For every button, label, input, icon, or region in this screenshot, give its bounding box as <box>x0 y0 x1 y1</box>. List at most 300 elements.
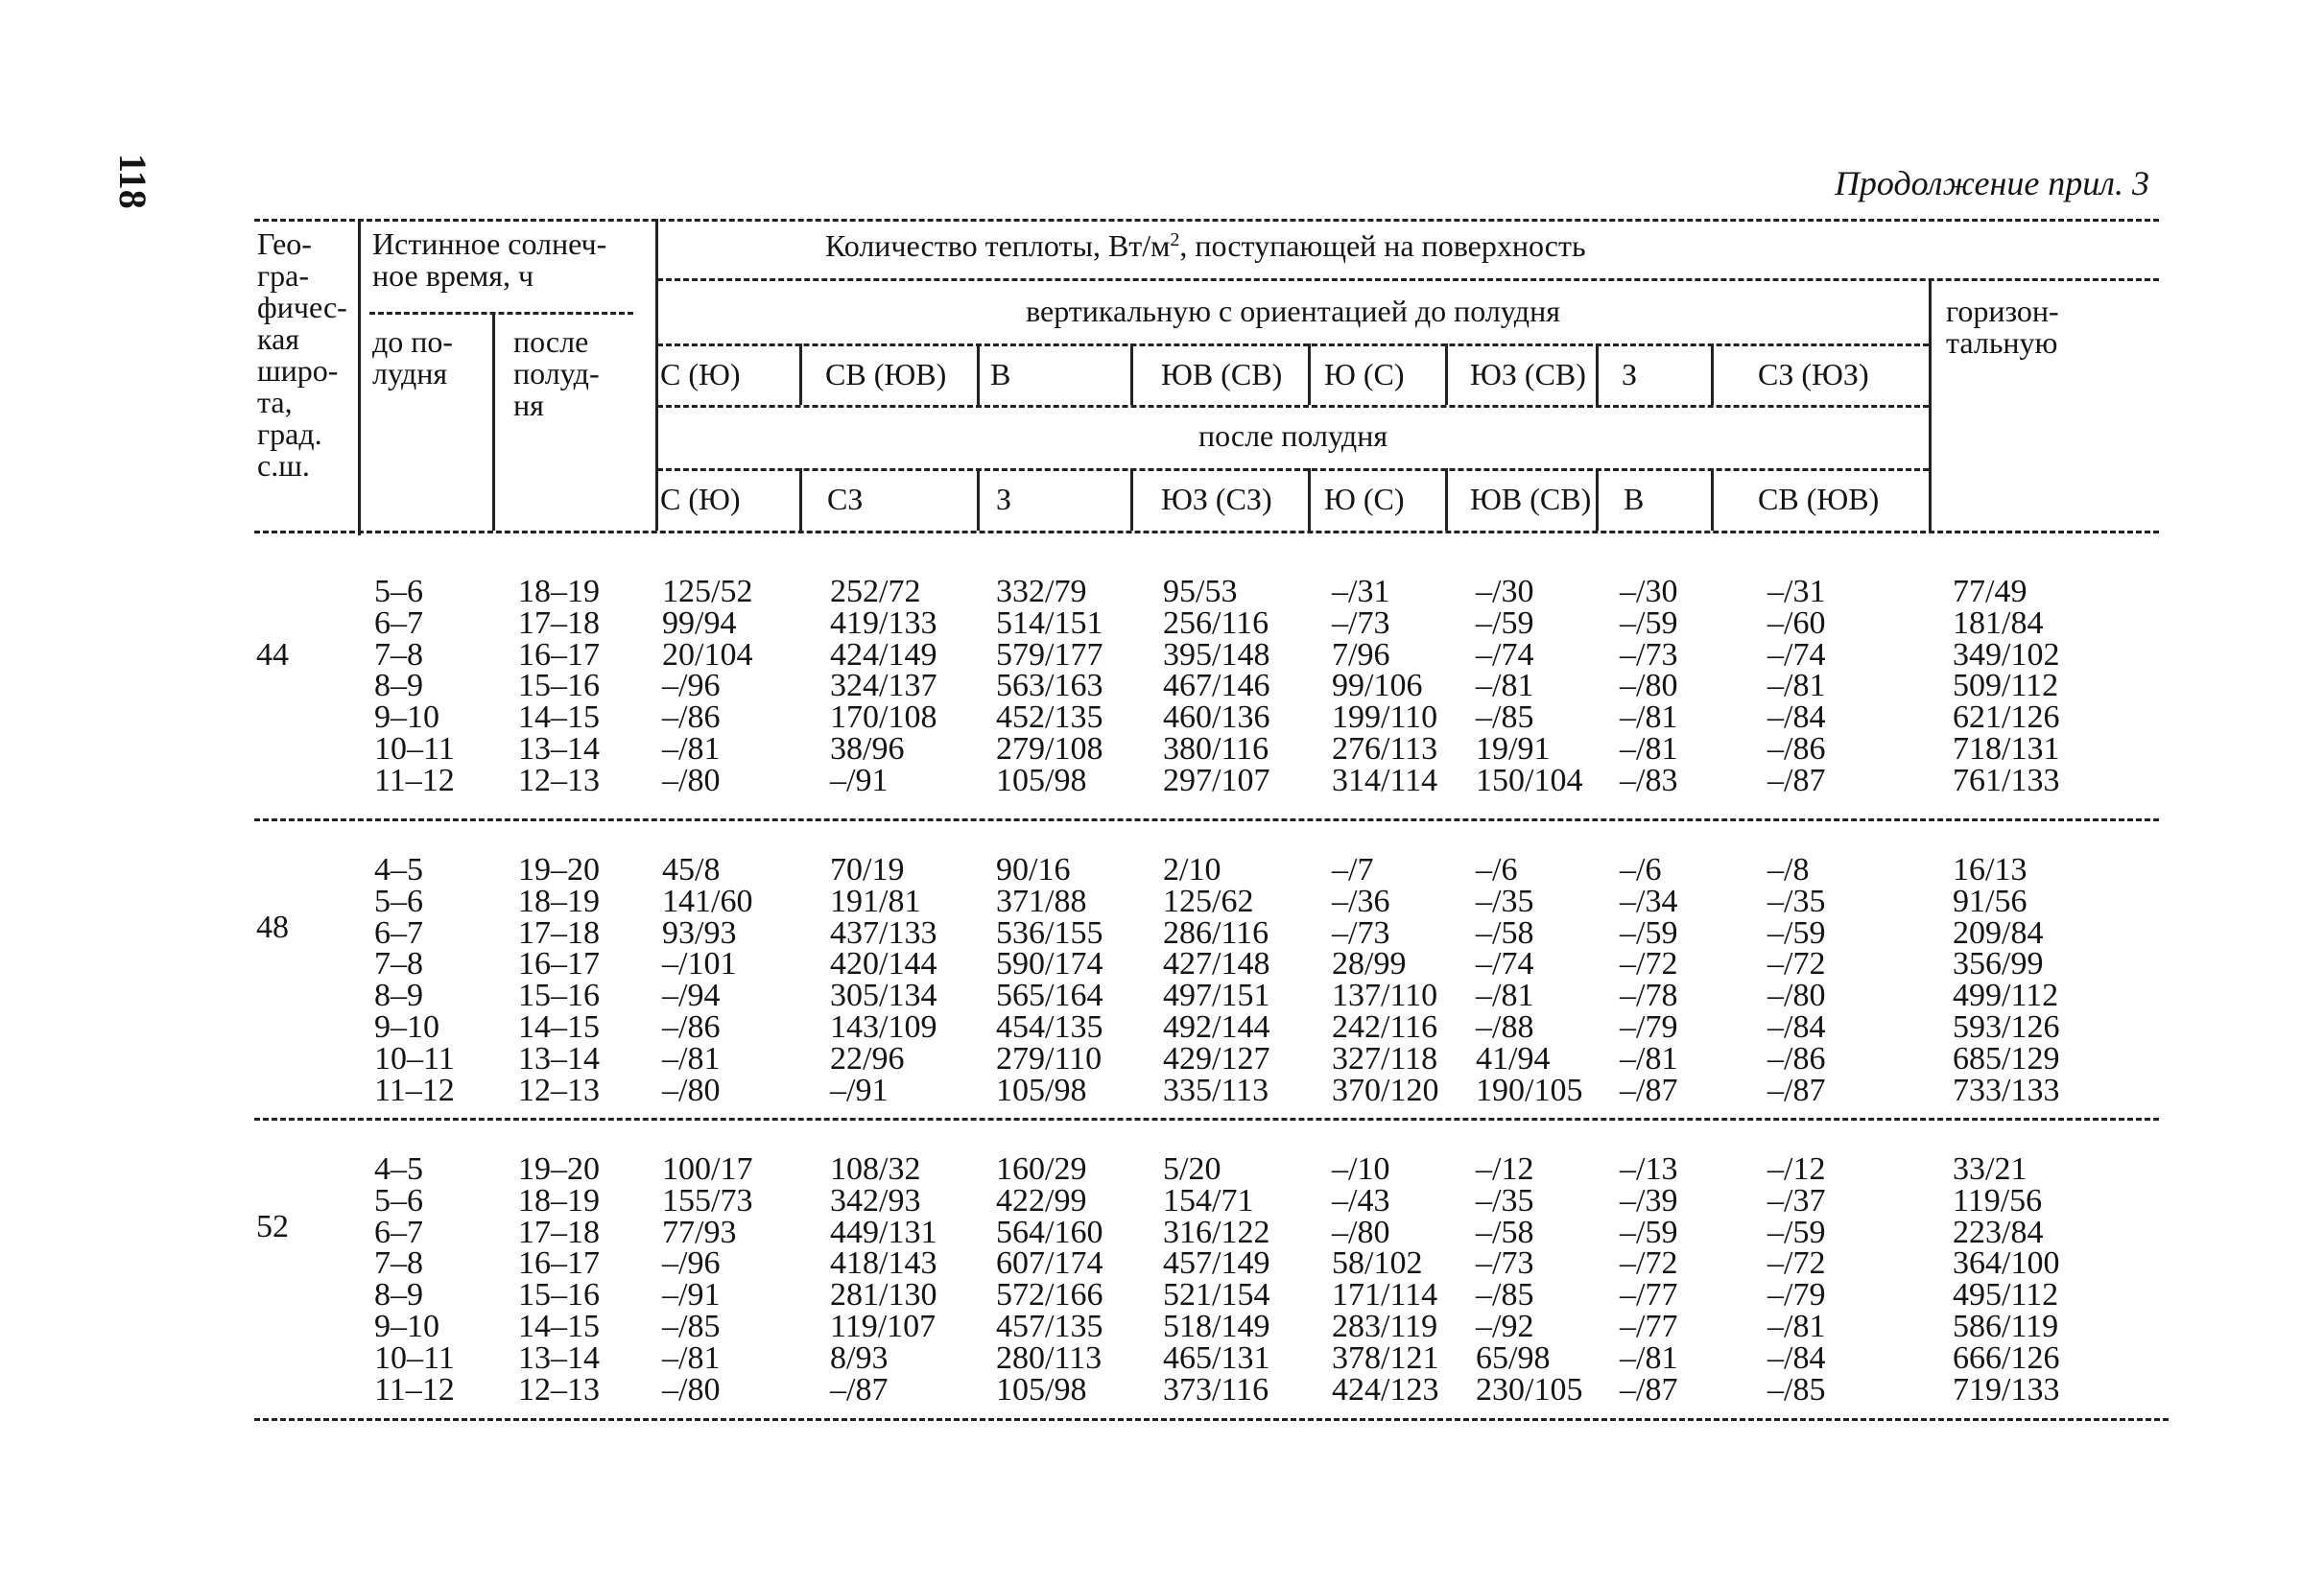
table-cell: –/84 <box>1767 1009 1826 1045</box>
table-cell: 283/119 <box>1332 1309 1438 1344</box>
table-cell: 100/17 <box>662 1151 753 1187</box>
table-cell: 327/118 <box>1332 1040 1438 1077</box>
table-cell: 38/96 <box>830 731 905 767</box>
table-cell: 521/154 <box>1163 1277 1270 1314</box>
table-cell: –/58 <box>1476 914 1534 951</box>
table-cell: –/101 <box>662 946 737 982</box>
table-cell: 19–20 <box>518 852 600 888</box>
header-heat-quantity: Количество теплоты, $Вт/м^2$, поступающей на поверхность <box>825 228 1586 263</box>
table-cell: 93/93 <box>662 914 737 951</box>
table-cell: 8–9 <box>374 1277 423 1314</box>
rule-v-orient-5 <box>1445 343 1448 405</box>
rule-bottom <box>254 1418 2169 1421</box>
table-cell: 19/91 <box>1476 731 1551 767</box>
table-cell: 105/98 <box>996 1371 1087 1408</box>
table-cell: 733/133 <box>1953 1072 2060 1108</box>
table-row <box>0 1182 2324 1219</box>
table-cell: –/74 <box>1476 636 1534 673</box>
table-cell: 590/174 <box>996 946 1103 982</box>
table-cell: 419/133 <box>830 604 937 641</box>
table-cell: –/31 <box>1767 574 1826 609</box>
header-after-noon: после полуд-ня <box>513 324 600 422</box>
table-cell: –/85 <box>1767 1371 1826 1408</box>
table-cell: 190/105 <box>1476 1072 1583 1108</box>
table-cell: 2/10 <box>1163 852 1221 888</box>
rule-group-48 <box>254 1118 2159 1121</box>
table-cell: –/59 <box>1620 604 1678 641</box>
table-row <box>0 1040 2324 1077</box>
table-cell: 18–19 <box>518 883 600 919</box>
table-cell: 181/84 <box>1953 604 2044 641</box>
table-cell: –/81 <box>1476 668 1534 704</box>
table-cell: 58/102 <box>1332 1245 1423 1282</box>
header-before-noon: до по-лудня <box>372 324 454 391</box>
table-row <box>0 668 2324 704</box>
table-cell: –/81 <box>1620 731 1678 767</box>
table-cell: 420/144 <box>830 946 937 982</box>
table-cell: 395/148 <box>1163 636 1270 673</box>
table-cell: –/35 <box>1476 1182 1534 1219</box>
table-cell: –/91 <box>830 1072 889 1108</box>
table-cell: –/96 <box>662 668 721 704</box>
table-cell: 495/112 <box>1953 1277 2059 1314</box>
table-cell: 316/122 <box>1163 1214 1270 1250</box>
table-cell: 137/110 <box>1332 978 1438 1014</box>
table-cell: 70/19 <box>830 852 905 888</box>
table-cell: 252/72 <box>830 574 921 609</box>
rule-v-orient-pm-3 <box>1130 468 1133 531</box>
orient-afternoon-cell: СЗ <box>827 482 864 516</box>
table-cell: 509/112 <box>1953 668 2059 704</box>
table-cell: 17–18 <box>518 604 600 641</box>
table-cell: 607/174 <box>996 1245 1103 1282</box>
table-row <box>0 576 2324 607</box>
table-cell: 335/113 <box>1163 1072 1269 1108</box>
table-cell: 10–11 <box>374 731 455 767</box>
table-cell: 143/109 <box>830 1009 937 1045</box>
rule-top <box>254 219 2159 222</box>
table-cell: 492/144 <box>1163 1009 1270 1045</box>
table-cell: –/8 <box>1767 852 1810 888</box>
table-row <box>0 762 2324 798</box>
orient-morning-cell: ЮЗ (СВ) <box>1470 357 1586 391</box>
table-cell: –/94 <box>662 978 721 1014</box>
table-cell: 17–18 <box>518 914 600 951</box>
rule-v-orient-6 <box>1596 343 1599 405</box>
table-row <box>0 699 2324 736</box>
table-cell: 297/107 <box>1163 762 1270 798</box>
table-cell: 460/136 <box>1163 699 1270 736</box>
table-cell: 364/100 <box>1953 1245 2060 1282</box>
table-cell: 8/93 <box>830 1339 889 1376</box>
orient-morning-cell: Ю (С) <box>1324 357 1405 391</box>
table-cell: 452/135 <box>996 699 1103 736</box>
table-cell: –/73 <box>1476 1245 1534 1282</box>
table-cell: –/34 <box>1620 883 1678 919</box>
table-cell: 141/60 <box>662 883 753 919</box>
table-cell: 499/112 <box>1953 978 2059 1014</box>
table-cell: 437/133 <box>830 914 937 951</box>
table-cell: 90/16 <box>996 852 1071 888</box>
table-cell: –/78 <box>1620 978 1678 1014</box>
table-cell: 5/20 <box>1163 1151 1221 1187</box>
table-cell: –/43 <box>1332 1182 1390 1219</box>
table-cell: –/73 <box>1620 636 1678 673</box>
table-row <box>0 1339 2324 1376</box>
table-row <box>0 636 2324 673</box>
table-cell: –/77 <box>1620 1309 1678 1344</box>
table-cell: –/30 <box>1620 574 1678 609</box>
table-cell: –/59 <box>1476 604 1534 641</box>
table-cell: 422/99 <box>996 1182 1087 1219</box>
table-cell: 586/119 <box>1953 1309 2059 1344</box>
rule-v-orient-3 <box>1130 343 1133 405</box>
table-cell: 16–17 <box>518 946 600 982</box>
table-cell: 77/93 <box>662 1214 737 1250</box>
table-cell: –/80 <box>1332 1214 1390 1250</box>
rule-v-orient-pm-6 <box>1596 468 1599 531</box>
table-cell: –/87 <box>1767 762 1826 798</box>
rule-v-orient-pm-1 <box>799 468 802 531</box>
table-cell: 279/108 <box>996 731 1103 767</box>
table-cell: 719/133 <box>1953 1371 2060 1408</box>
table-cell: 13–14 <box>518 1339 600 1376</box>
table-cell: 563/163 <box>996 668 1103 704</box>
table-cell: 564/160 <box>996 1214 1103 1250</box>
table-cell: –/13 <box>1620 1151 1678 1187</box>
table-cell: –/81 <box>1476 978 1534 1014</box>
rule-v-orient-pm-2 <box>977 468 980 531</box>
table-row <box>0 978 2324 1014</box>
table-cell: 579/177 <box>996 636 1103 673</box>
table-cell: –/80 <box>1767 978 1826 1014</box>
rule-header-bottom <box>254 531 2159 533</box>
rule-v-orient-pm-4 <box>1308 468 1311 531</box>
table-cell: –/81 <box>662 1040 721 1077</box>
table-cell: 20/104 <box>662 636 753 673</box>
table-cell: –/85 <box>1476 699 1534 736</box>
table-cell: –/74 <box>1476 946 1534 982</box>
table-row <box>0 1011 2324 1043</box>
table-cell: 12–13 <box>518 1371 600 1408</box>
table-cell: 10–11 <box>374 1339 455 1376</box>
table-cell: 342/93 <box>830 1182 921 1219</box>
table-cell: 621/126 <box>1953 699 2060 736</box>
table-cell: 454/135 <box>996 1009 1103 1045</box>
table-row <box>0 604 2324 641</box>
table-cell: 33/21 <box>1953 1151 2028 1187</box>
table-cell: 191/81 <box>830 883 921 919</box>
rule-group-44 <box>254 818 2159 821</box>
table-cell: 497/151 <box>1163 978 1270 1014</box>
header-afternoon: после полудня <box>1198 418 1388 453</box>
table-cell: 5–6 <box>374 574 423 609</box>
rule-v-orient-1 <box>799 343 802 405</box>
table-cell: 10–11 <box>374 1040 455 1077</box>
table-cell: 11–12 <box>374 1072 455 1108</box>
table-cell: –/87 <box>1620 1072 1678 1108</box>
table-cell: 12–13 <box>518 1072 600 1108</box>
rule-v-orient-2 <box>977 343 980 405</box>
table-row <box>0 883 2324 919</box>
table-cell: –/96 <box>662 1245 721 1282</box>
table-cell: 65/98 <box>1476 1339 1551 1376</box>
continuation-note: Продолжение прил. 3 <box>1834 164 2149 202</box>
table-cell: 8–9 <box>374 978 423 1014</box>
orient-morning-cell: СВ (ЮВ) <box>825 357 947 391</box>
table-cell: 370/120 <box>1332 1072 1439 1108</box>
table-cell: 276/113 <box>1332 731 1438 767</box>
table-cell: –/81 <box>662 1339 721 1376</box>
table-cell: 6–7 <box>374 604 423 641</box>
table-cell: –/84 <box>1767 699 1826 736</box>
orient-afternoon-cell: В <box>1624 482 1645 516</box>
table-row <box>0 1277 2324 1314</box>
table-cell: 465/131 <box>1163 1339 1270 1376</box>
table-cell: 356/99 <box>1953 946 2044 982</box>
table-cell: –/7 <box>1332 852 1374 888</box>
rule-afternoon <box>657 468 1929 471</box>
orient-afternoon-cell: ЮЗ (СЗ) <box>1161 482 1272 516</box>
orient-morning-cell: З <box>1622 357 1638 391</box>
table-cell: 685/129 <box>1953 1040 2060 1077</box>
table-cell: 6–7 <box>374 1214 423 1250</box>
table-cell: –/31 <box>1332 574 1390 609</box>
table-cell: 718/131 <box>1953 731 2060 767</box>
table-cell: 223/84 <box>1953 1214 2044 1250</box>
table-cell: 95/53 <box>1163 574 1238 609</box>
table-cell: 371/88 <box>996 883 1087 919</box>
table-cell: –/85 <box>1476 1277 1534 1314</box>
rule-solar-time <box>369 312 633 315</box>
table-cell: –/37 <box>1767 1182 1826 1219</box>
table-cell: 199/110 <box>1332 699 1438 736</box>
table-cell: 314/114 <box>1332 762 1438 798</box>
table-cell: –/6 <box>1476 852 1518 888</box>
table-cell: –/79 <box>1620 1009 1678 1045</box>
table-cell: 14–15 <box>518 1009 600 1045</box>
orient-afternoon-cell: З <box>996 482 1012 516</box>
table-cell: 4–5 <box>374 852 423 888</box>
table-cell: –/80 <box>662 1371 721 1408</box>
table-cell: 15–16 <box>518 978 600 1014</box>
table-cell: –/73 <box>1332 914 1390 951</box>
table-cell: –/73 <box>1332 604 1390 641</box>
table-cell: –/81 <box>1620 1339 1678 1376</box>
table-cell: 280/113 <box>996 1339 1103 1376</box>
table-cell: 7–8 <box>374 946 423 982</box>
table-cell: 105/98 <box>996 762 1087 798</box>
table-cell: –/86 <box>662 699 721 736</box>
table-cell: 125/52 <box>662 574 753 609</box>
table-cell: 281/130 <box>830 1277 937 1314</box>
table-cell: 11–12 <box>374 762 455 798</box>
table-cell: 28/99 <box>1332 946 1407 982</box>
table-cell: –/79 <box>1767 1277 1826 1314</box>
table-cell: 666/126 <box>1953 1339 2060 1376</box>
header-latitude: Гео-гра-фичес-кая широ-та, град. с.ш. <box>257 226 347 483</box>
table-cell: –/36 <box>1332 883 1390 919</box>
table-cell: 108/32 <box>830 1151 921 1187</box>
table-cell: 13–14 <box>518 731 600 767</box>
table-cell: 457/149 <box>1163 1245 1270 1282</box>
table-cell: 418/143 <box>830 1245 937 1282</box>
table-row <box>0 914 2324 951</box>
table-cell: 105/98 <box>996 1072 1087 1108</box>
table-cell: –/80 <box>1620 668 1678 704</box>
table-cell: –/86 <box>662 1009 721 1045</box>
table-cell: –/74 <box>1767 636 1826 673</box>
rule-v-orient-pm-5 <box>1445 468 1448 531</box>
table-cell: 15–16 <box>518 1277 600 1314</box>
table-cell: 9–10 <box>374 699 439 736</box>
table-cell: 449/131 <box>830 1214 937 1250</box>
table-cell: 17–18 <box>518 1214 600 1250</box>
table-cell: –/80 <box>662 762 721 798</box>
table-cell: 12–13 <box>518 762 600 798</box>
table-cell: –/59 <box>1620 1214 1678 1250</box>
table-cell: 424/123 <box>1332 1371 1439 1408</box>
table-cell: –/30 <box>1476 574 1534 609</box>
table-cell: 572/166 <box>996 1277 1103 1314</box>
table-cell: 41/94 <box>1476 1040 1551 1077</box>
table-cell: 77/49 <box>1953 574 2028 609</box>
orient-afternoon-cell: ЮВ (СВ) <box>1470 482 1592 516</box>
table-row <box>0 1153 2324 1185</box>
table-cell: –/86 <box>1767 1040 1826 1077</box>
table-cell: 16/13 <box>1953 852 2028 888</box>
table-cell: 7–8 <box>374 1245 423 1282</box>
header-solar-time: Истинное солнеч-ное время, ч <box>372 226 607 293</box>
table-cell: 155/73 <box>662 1182 753 1219</box>
table-cell: 16–17 <box>518 1245 600 1282</box>
table-cell: 6–7 <box>374 914 423 951</box>
table-cell: 536/155 <box>996 914 1103 951</box>
latitude-label: 44 <box>256 637 289 673</box>
table-cell: 154/71 <box>1163 1182 1254 1219</box>
table-cell: –/59 <box>1620 914 1678 951</box>
table-cell: 99/94 <box>662 604 737 641</box>
orient-afternoon-cell: СВ (ЮВ) <box>1758 482 1880 516</box>
table-row <box>0 1311 2324 1342</box>
orient-afternoon-cell: Ю (С) <box>1324 482 1405 516</box>
table-cell: –/6 <box>1620 852 1662 888</box>
orient-morning-cell: ЮВ (СВ) <box>1161 357 1283 391</box>
table-cell: 5–6 <box>374 883 423 919</box>
orient-morning-cell: В <box>990 357 1011 391</box>
table-cell: –/80 <box>662 1072 721 1108</box>
table-row <box>0 1214 2324 1250</box>
header-vertical: вертикальную с ориентацией до полудня <box>1026 294 1560 328</box>
table-cell: 125/62 <box>1163 883 1254 919</box>
table-cell: 119/107 <box>830 1309 937 1344</box>
table-cell: –/72 <box>1767 1245 1826 1282</box>
heat-unit-superscript: 2 <box>1170 229 1180 250</box>
orient-morning-cell: С (Ю) <box>660 357 741 391</box>
table-cell: –/81 <box>1767 1309 1826 1344</box>
table-cell: –/72 <box>1620 1245 1678 1282</box>
table-cell: 19–20 <box>518 1151 600 1187</box>
table-cell: –/84 <box>1767 1339 1826 1376</box>
rule-v-solar-time <box>655 219 658 531</box>
page-number: 118 <box>111 154 154 209</box>
latitude-label: 48 <box>256 910 289 945</box>
table-cell: 9–10 <box>374 1309 439 1344</box>
table-cell: 380/116 <box>1163 731 1269 767</box>
table-cell: 279/110 <box>996 1040 1103 1077</box>
table-cell: 209/84 <box>1953 914 2044 951</box>
table-cell: 373/116 <box>1163 1371 1269 1408</box>
rule-v-orient-7 <box>1711 343 1714 405</box>
table-cell: –/72 <box>1767 946 1826 982</box>
table-cell: –/59 <box>1767 1214 1826 1250</box>
table-cell: –/35 <box>1767 883 1826 919</box>
table-cell: 424/149 <box>830 636 937 673</box>
table-cell: –/87 <box>830 1371 889 1408</box>
table-cell: 7–8 <box>374 636 423 673</box>
table-cell: 467/146 <box>1163 668 1270 704</box>
table-cell: –/77 <box>1620 1277 1678 1314</box>
table-cell: 242/116 <box>1332 1009 1438 1045</box>
table-row <box>0 1371 2324 1408</box>
table-cell: –/81 <box>1767 668 1826 704</box>
table-cell: 18–19 <box>518 1182 600 1219</box>
table-cell: 160/29 <box>996 1151 1087 1187</box>
table-cell: –/12 <box>1476 1151 1534 1187</box>
table-cell: 45/8 <box>662 852 721 888</box>
rule-v-orient-4 <box>1308 343 1311 405</box>
rule-v-before-noon <box>492 312 495 531</box>
header-horizontal: горизон-тальную <box>1946 294 2059 360</box>
latitude-label: 52 <box>256 1209 289 1244</box>
table-cell: 305/134 <box>830 978 937 1014</box>
rule-v-horizontal <box>1929 278 1932 531</box>
rule-heat-quantity <box>657 278 2159 281</box>
table-cell: 457/135 <box>996 1309 1103 1344</box>
table-row <box>0 854 2324 886</box>
table-cell: –/88 <box>1476 1009 1534 1045</box>
orient-morning-cell: СЗ (ЮЗ) <box>1758 357 1869 391</box>
rule-vertical <box>657 343 1929 346</box>
table-cell: 22/96 <box>830 1040 905 1077</box>
table-cell: 119/56 <box>1953 1182 2043 1219</box>
table-cell: 15–16 <box>518 668 600 704</box>
table-cell: –/81 <box>662 731 721 767</box>
table-cell: 427/148 <box>1163 946 1270 982</box>
table-cell: –/91 <box>830 762 889 798</box>
table-cell: –/12 <box>1767 1151 1826 1187</box>
table-cell: 256/116 <box>1163 604 1269 641</box>
table-cell: 761/133 <box>1953 762 2060 798</box>
table-cell: –/87 <box>1620 1371 1678 1408</box>
orient-afternoon-cell: С (Ю) <box>660 482 741 516</box>
table-row <box>0 948 2324 980</box>
table-cell: –/87 <box>1767 1072 1826 1108</box>
table-cell: –/81 <box>1620 1040 1678 1077</box>
table-cell: 13–14 <box>518 1040 600 1077</box>
rule-orient-morning <box>657 405 1929 408</box>
table-cell: 429/127 <box>1163 1040 1270 1077</box>
table-cell: 518/149 <box>1163 1309 1270 1344</box>
table-row <box>0 1245 2324 1282</box>
table-cell: 16–17 <box>518 636 600 673</box>
table-cell: 14–15 <box>518 1309 600 1344</box>
table-cell: 593/126 <box>1953 1009 2060 1045</box>
table-cell: 4–5 <box>374 1151 423 1187</box>
table-cell: 8–9 <box>374 668 423 704</box>
table-cell: 11–12 <box>374 1371 455 1408</box>
table-row <box>0 1072 2324 1108</box>
